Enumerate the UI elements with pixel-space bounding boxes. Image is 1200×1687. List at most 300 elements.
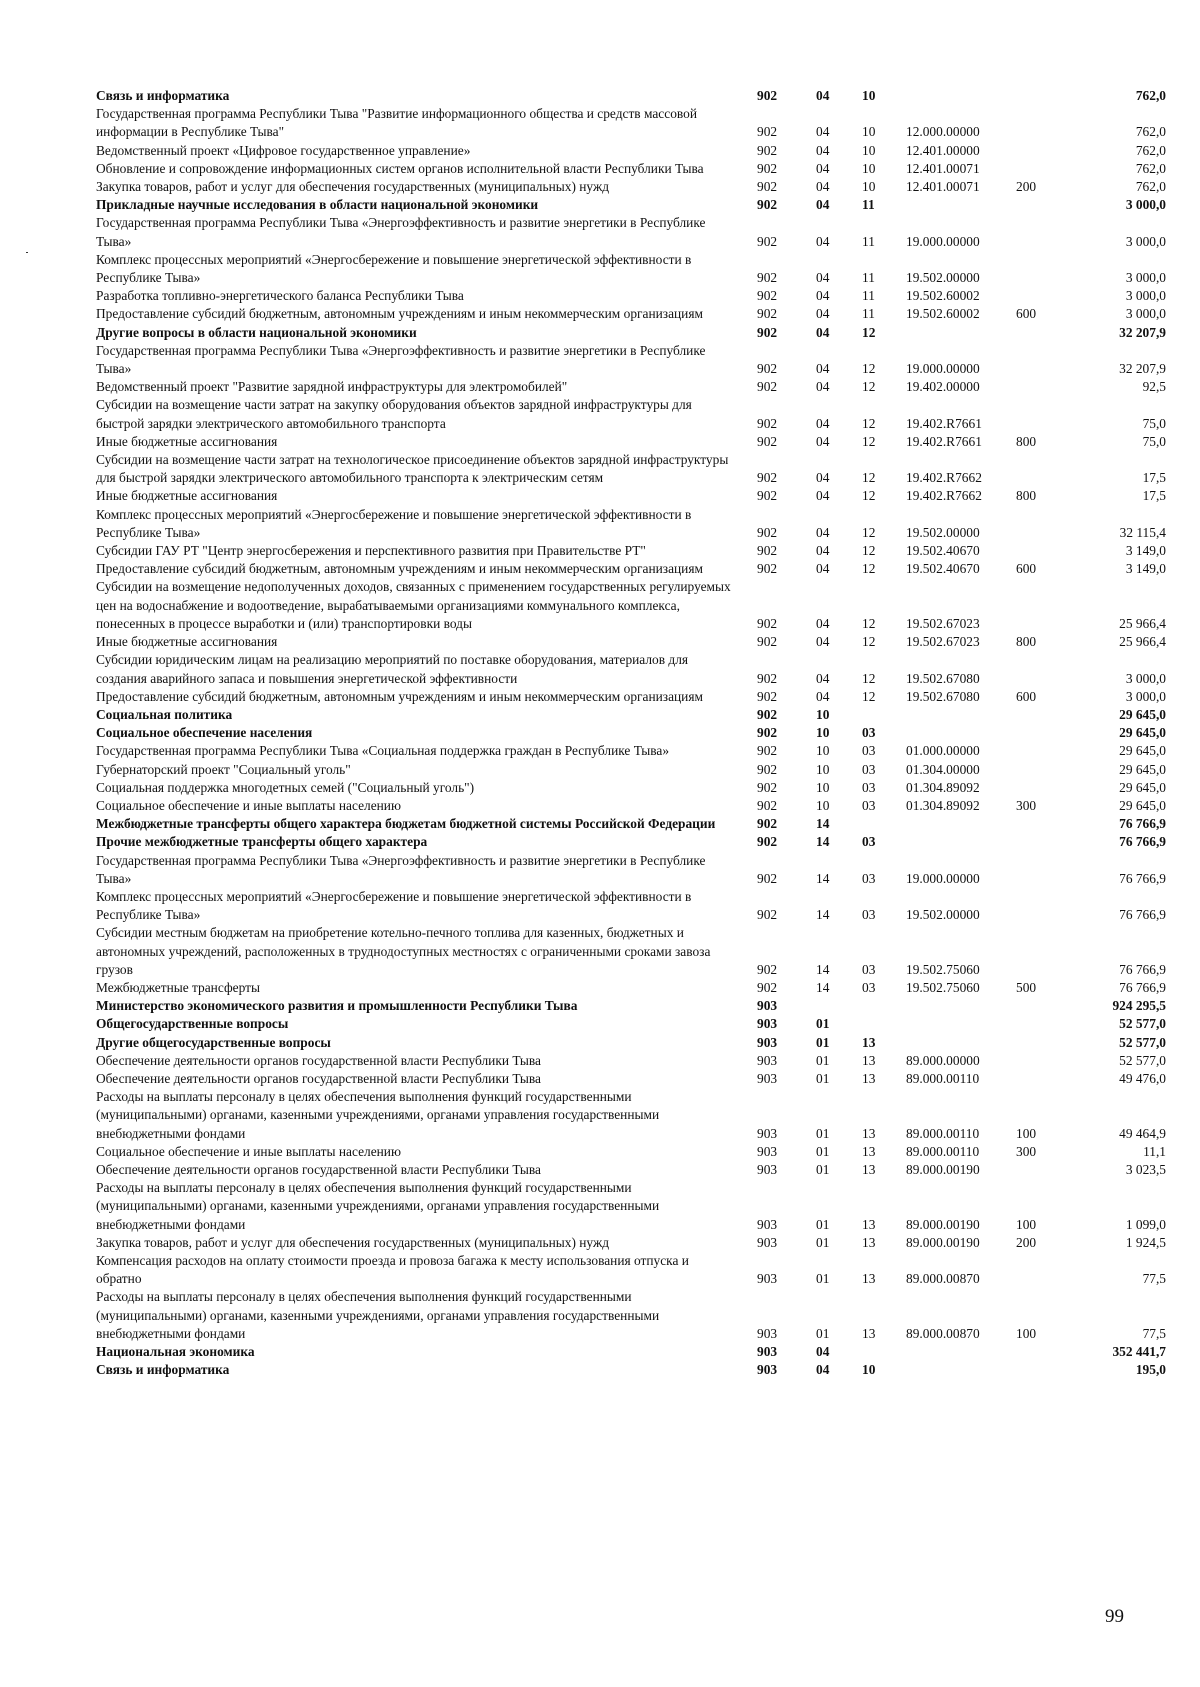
amount: 17,5 xyxy=(1142,488,1166,504)
target-article-code: 12.000.00000 xyxy=(906,124,980,140)
section-code: 14 xyxy=(816,907,830,923)
row-name: Государственная программа Республики Тыва «Энергоэффективность и развитие энергетики в Республике Тыва» xyxy=(96,852,706,886)
subsection-code: 12 xyxy=(862,524,876,540)
section-code: 04 xyxy=(816,233,830,249)
section-code: 04 xyxy=(816,361,830,377)
admin-code: 902 xyxy=(757,160,778,176)
section-code: 04 xyxy=(816,197,830,213)
row-name: Расходы на выплаты персоналу в целях обеспечения выполнения функций государственными (муниципальными) органами, казенными учреждениями, органами управления государственными внебюджетными фондами xyxy=(96,1180,660,1232)
section-code: 04 xyxy=(816,470,830,486)
row-name: Государственная программа Республики Тыва «Энергоэффективность и развитие энергетики в Республике Тыва» xyxy=(96,342,706,377)
amount: 29 645,0 xyxy=(1119,706,1166,722)
table-row xyxy=(96,888,1166,924)
target-article-code: 01.000.00000 xyxy=(906,743,980,759)
target-article-code: 19.502.67023 xyxy=(906,615,980,631)
section-code: 10 xyxy=(816,743,830,759)
row-name: Межбюджетные трансферты общего характера бюджетам бюджетной системы Российской Федерации xyxy=(96,816,716,832)
section-code: 04 xyxy=(816,1344,830,1360)
admin-code: 902 xyxy=(757,488,778,504)
amount: 29 645,0 xyxy=(1119,779,1166,795)
amount: 3 000,0 xyxy=(1125,197,1166,213)
admin-code: 903 xyxy=(757,1070,778,1086)
row-name: Иные бюджетные ассигнования xyxy=(96,433,278,449)
section-code: 14 xyxy=(816,961,830,977)
table-row xyxy=(96,396,1166,432)
section-code: 04 xyxy=(816,488,830,504)
target-article-code: 19.502.60002 xyxy=(906,306,980,322)
table-row xyxy=(96,779,1166,797)
amount: 352 441,7 xyxy=(1112,1344,1166,1360)
row-name: Связь и информатика xyxy=(96,88,230,103)
subsection-code: 13 xyxy=(862,1216,876,1232)
amount: 3 149,0 xyxy=(1125,543,1166,559)
table-row xyxy=(96,1343,1166,1361)
target-article-code: 89.000.00110 xyxy=(906,1070,980,1086)
section-code: 01 xyxy=(816,1070,830,1086)
table-row xyxy=(96,105,1166,141)
table-row xyxy=(96,178,1166,196)
section-code: 14 xyxy=(816,870,830,886)
table-row xyxy=(96,1088,1166,1143)
table-row xyxy=(96,506,1166,542)
row-name: Другие общегосударственные вопросы xyxy=(96,1034,331,1050)
admin-code: 902 xyxy=(757,361,778,377)
target-article-code: 01.304.89092 xyxy=(906,797,980,813)
subsection-code: 03 xyxy=(862,761,876,777)
expense-type-code: 500 xyxy=(1016,979,1037,995)
subsection-code: 12 xyxy=(862,324,876,340)
expense-type-code: 300 xyxy=(1016,1143,1037,1159)
admin-code: 903 xyxy=(757,1125,778,1141)
row-name: Социальная политика xyxy=(96,706,233,722)
admin-code: 902 xyxy=(757,288,778,304)
row-name: Предоставление субсидий бюджетным, автономным учреждениям и иным некоммерческим организациям xyxy=(96,561,703,577)
admin-code: 903 xyxy=(757,1234,778,1250)
table-row xyxy=(96,1288,1166,1343)
amount: 75,0 xyxy=(1142,415,1166,431)
amount: 29 645,0 xyxy=(1119,725,1166,741)
amount: 52 577,0 xyxy=(1119,1034,1166,1050)
amount: 1 099,0 xyxy=(1125,1216,1166,1232)
amount: 3 000,0 xyxy=(1125,270,1166,286)
subsection-code: 13 xyxy=(862,1034,876,1050)
admin-code: 902 xyxy=(757,433,778,449)
target-article-code: 12.401.00071 xyxy=(906,179,980,195)
subsection-code: 11 xyxy=(862,233,875,249)
subsection-code: 13 xyxy=(862,1325,876,1341)
amount: 17,5 xyxy=(1142,470,1166,486)
target-article-code: 89.000.00110 xyxy=(906,1125,980,1141)
section-code: 14 xyxy=(816,979,830,995)
row-name: Расходы на выплаты персоналу в целях обеспечения выполнения функций государственными (муниципальными) органами, казенными учреждениями, органами управления государственными внебюджетными фондами xyxy=(96,1089,660,1141)
subsection-code: 13 xyxy=(862,1271,876,1287)
section-code: 01 xyxy=(816,1234,830,1250)
row-name: Субсидии юридическим лицам на реализацию мероприятий по поставке оборудования, материалов для создания аварийного запаса и повышения энергетической эффективности xyxy=(96,652,689,686)
admin-code: 902 xyxy=(757,233,778,249)
target-article-code: 01.304.00000 xyxy=(906,761,980,777)
row-name: Государственная программа Республики Тыва «Энергоэффективность и развитие энергетики в Республике Тыва» xyxy=(96,215,706,249)
target-article-code: 19.000.00000 xyxy=(906,870,980,886)
amount: 77,5 xyxy=(1142,1325,1166,1341)
row-name: Социальная поддержка многодетных семей ("Социальный уголь") xyxy=(96,779,475,795)
row-name: Комплекс процессных мероприятий «Энергосбережение и повышение энергетической эффективности в Республике Тыва» xyxy=(96,888,692,923)
section-code: 01 xyxy=(816,1325,830,1341)
subsection-code: 12 xyxy=(862,470,876,486)
section-code: 10 xyxy=(816,779,830,795)
expense-type-code: 600 xyxy=(1016,561,1037,577)
table-row xyxy=(96,1015,1166,1033)
section-code: 04 xyxy=(816,324,830,340)
admin-code: 902 xyxy=(757,816,778,832)
section-code: 04 xyxy=(816,615,830,631)
amount: 3 000,0 xyxy=(1125,288,1166,304)
table-row xyxy=(96,1234,1166,1252)
target-article-code: 01.304.89092 xyxy=(906,779,980,795)
subsection-code: 03 xyxy=(862,797,876,813)
target-article-code: 19.502.40670 xyxy=(906,561,980,577)
admin-code: 903 xyxy=(757,1216,778,1232)
table-row xyxy=(96,451,1166,487)
admin-code: 902 xyxy=(757,615,778,631)
table-row xyxy=(96,997,1166,1015)
subsection-code: 13 xyxy=(862,1070,876,1086)
section-code: 01 xyxy=(816,1216,830,1232)
amount: 29 645,0 xyxy=(1119,761,1166,777)
expense-type-code: 800 xyxy=(1016,433,1037,449)
table-row xyxy=(96,833,1166,851)
subsection-code: 03 xyxy=(862,725,876,741)
section-code: 04 xyxy=(816,670,830,686)
section-code: 01 xyxy=(816,1125,830,1141)
amount: 32 207,9 xyxy=(1119,361,1166,377)
subsection-code: 13 xyxy=(862,1125,876,1141)
admin-code: 902 xyxy=(757,124,778,140)
table-row xyxy=(96,433,1166,451)
table-row xyxy=(96,797,1166,815)
subsection-code: 13 xyxy=(862,1143,876,1159)
amount: 762,0 xyxy=(1135,160,1166,176)
row-name: Обновление и сопровождение информационных систем органов исполнительной власти Республики Тыва xyxy=(96,160,704,176)
table-row xyxy=(96,542,1166,560)
target-article-code: 89.000.00190 xyxy=(906,1234,980,1250)
amount: 76 766,9 xyxy=(1119,907,1166,923)
row-name: Губернаторский проект "Социальный уголь" xyxy=(96,761,351,777)
table-row xyxy=(96,560,1166,578)
table-row xyxy=(96,324,1166,342)
subsection-code: 12 xyxy=(862,379,876,395)
admin-code: 902 xyxy=(757,88,778,103)
amount: 762,0 xyxy=(1135,88,1166,103)
expense-type-code: 100 xyxy=(1016,1125,1037,1141)
subsection-code: 03 xyxy=(862,907,876,923)
expense-type-code: 600 xyxy=(1016,688,1037,704)
subsection-code: 11 xyxy=(862,270,875,286)
section-code: 04 xyxy=(816,688,830,704)
target-article-code: 12.401.00000 xyxy=(906,142,980,158)
subsection-code: 11 xyxy=(862,197,875,213)
section-code: 10 xyxy=(816,797,830,813)
table-row xyxy=(96,160,1166,178)
section-code: 04 xyxy=(816,379,830,395)
table-row xyxy=(96,342,1166,378)
subsection-code: 03 xyxy=(862,779,876,795)
subsection-code: 10 xyxy=(862,88,876,103)
target-article-code: 89.000.00000 xyxy=(906,1052,980,1068)
target-article-code: 19.402.R7661 xyxy=(906,433,982,449)
target-article-code: 19.502.67080 xyxy=(906,670,980,686)
table-row xyxy=(96,1361,1166,1379)
section-code: 04 xyxy=(816,433,830,449)
target-article-code: 19.402.00000 xyxy=(906,379,980,395)
target-article-code: 89.000.00870 xyxy=(906,1325,980,1341)
amount: 52 577,0 xyxy=(1119,1052,1166,1068)
row-name: Расходы на выплаты персоналу в целях обеспечения выполнения функций государственными (муниципальными) органами, казенными учреждениями, органами управления государственными внебюджетными фондами xyxy=(96,1289,660,1341)
amount: 49 476,0 xyxy=(1119,1070,1166,1086)
table-row xyxy=(96,142,1166,160)
amount: 32 115,4 xyxy=(1119,524,1166,540)
target-article-code: 19.502.00000 xyxy=(906,524,980,540)
section-code: 14 xyxy=(816,816,830,832)
section-code: 10 xyxy=(816,725,830,741)
section-code: 04 xyxy=(816,561,830,577)
row-name: Прикладные научные исследования в области национальной экономики xyxy=(96,197,539,213)
section-code: 04 xyxy=(816,1362,830,1378)
table-row xyxy=(96,214,1166,250)
admin-code: 902 xyxy=(757,961,778,977)
row-name: Министерство экономического развития и промышленности Республики Тыва xyxy=(96,998,578,1014)
subsection-code: 12 xyxy=(862,688,876,704)
table-row xyxy=(96,1034,1166,1052)
admin-code: 903 xyxy=(757,1161,778,1177)
target-article-code: 19.402.R7662 xyxy=(906,470,982,486)
row-name: Закупка товаров, работ и услуг для обеспечения государственных (муниципальных) нужд xyxy=(96,1234,610,1250)
subsection-code: 03 xyxy=(862,743,876,759)
amount: 52 577,0 xyxy=(1119,1016,1166,1032)
table-row xyxy=(96,688,1166,706)
amount: 25 966,4 xyxy=(1119,615,1166,631)
table-row xyxy=(96,979,1166,997)
admin-code: 903 xyxy=(757,1325,778,1341)
subsection-code: 12 xyxy=(862,543,876,559)
scan-speck xyxy=(26,252,28,253)
table-row xyxy=(96,578,1166,633)
row-name: Ведомственный проект "Развитие зарядной инфраструктуры для электромобилей" xyxy=(96,379,568,395)
amount: 29 645,0 xyxy=(1119,743,1166,759)
admin-code: 902 xyxy=(757,179,778,195)
target-article-code: 89.000.00870 xyxy=(906,1271,980,1287)
section-code: 04 xyxy=(816,306,830,322)
row-name: Ведомственный проект «Цифровое государственное управление» xyxy=(96,142,471,158)
section-code: 04 xyxy=(816,124,830,140)
subsection-code: 12 xyxy=(862,415,876,431)
target-article-code: 19.502.00000 xyxy=(906,907,980,923)
table-row xyxy=(96,1252,1166,1288)
row-name: Предоставление субсидий бюджетным, автономным учреждениям и иным некоммерческим организациям xyxy=(96,306,703,322)
subsection-code: 12 xyxy=(862,561,876,577)
subsection-code: 13 xyxy=(862,1234,876,1250)
table-row xyxy=(96,287,1166,305)
table-row xyxy=(96,633,1166,651)
row-name: Государственная программа Республики Тыва «Социальная поддержка граждан в Республике Тыва» xyxy=(96,743,670,759)
section-code: 01 xyxy=(816,1052,830,1068)
section-code: 04 xyxy=(816,524,830,540)
row-name: Государственная программа Республики Тыва "Развитие информационного общества и средств массовой информации в Республике Тыва" xyxy=(96,106,697,140)
subsection-code: 12 xyxy=(862,488,876,504)
section-code: 01 xyxy=(816,1016,830,1032)
subsection-code: 11 xyxy=(862,288,875,304)
admin-code: 902 xyxy=(757,634,778,650)
admin-code: 902 xyxy=(757,561,778,577)
amount: 762,0 xyxy=(1135,142,1166,158)
section-code: 04 xyxy=(816,543,830,559)
row-name: Субсидии на возмещение части затрат на закупку оборудования объектов зарядной инфраструктуры для быстрой зарядки электрического автомобильного транспорта xyxy=(96,397,692,431)
subsection-code: 13 xyxy=(862,1052,876,1068)
amount: 3 149,0 xyxy=(1125,561,1166,577)
target-article-code: 12.401.00071 xyxy=(906,160,980,176)
target-article-code: 19.502.75060 xyxy=(906,979,980,995)
table-row xyxy=(96,1070,1166,1088)
row-name: Субсидии местным бюджетам на приобретение котельно-печного топлива для казенных, бюджетных и автономных учреждений, расположенных в труднодоступных местностях с ограниченными сроками завоза грузов xyxy=(96,925,711,977)
table-row xyxy=(96,761,1166,779)
target-article-code: 89.000.00190 xyxy=(906,1216,980,1232)
section-code: 10 xyxy=(816,706,830,722)
expense-type-code: 300 xyxy=(1016,797,1037,813)
row-name: Разработка топливно-энергетического баланса Республики Тыва xyxy=(96,288,464,304)
admin-code: 902 xyxy=(757,470,778,486)
subsection-code: 12 xyxy=(862,433,876,449)
target-article-code: 89.000.00110 xyxy=(906,1143,980,1159)
table-row xyxy=(96,924,1166,979)
subsection-code: 12 xyxy=(862,634,876,650)
admin-code: 902 xyxy=(757,142,778,158)
amount: 25 966,4 xyxy=(1119,634,1166,650)
row-name: Закупка товаров, работ и услуг для обеспечения государственных (муниципальных) нужд xyxy=(96,179,610,195)
section-code: 04 xyxy=(816,179,830,195)
subsection-code: 12 xyxy=(862,361,876,377)
expense-type-code: 800 xyxy=(1016,634,1037,650)
section-code: 01 xyxy=(816,1161,830,1177)
page-number: 99 xyxy=(1105,1606,1124,1627)
row-name: Компенсация расходов на оплату стоимости проезда и провоза багажа к месту использования отпуска и обратно xyxy=(96,1253,689,1287)
section-code: 04 xyxy=(816,160,830,176)
row-name: Межбюджетные трансферты xyxy=(96,979,260,995)
admin-code: 902 xyxy=(757,543,778,559)
subsection-code: 10 xyxy=(862,1362,876,1378)
admin-code: 902 xyxy=(757,670,778,686)
row-name: Комплекс процессных мероприятий «Энергосбережение и повышение энергетической эффективности в Республике Тыва» xyxy=(96,506,692,540)
admin-code: 902 xyxy=(757,706,778,722)
amount: 76 766,9 xyxy=(1119,979,1166,995)
subsection-code: 10 xyxy=(862,160,876,176)
amount: 77,5 xyxy=(1142,1271,1166,1287)
subsection-code: 10 xyxy=(862,142,876,158)
section-code: 04 xyxy=(816,88,830,103)
amount: 76 766,9 xyxy=(1119,816,1166,832)
amount: 762,0 xyxy=(1135,124,1166,140)
amount: 3 000,0 xyxy=(1125,670,1166,686)
admin-code: 902 xyxy=(757,270,778,286)
amount: 11,1 xyxy=(1143,1143,1166,1159)
admin-code: 903 xyxy=(757,1143,778,1159)
admin-code: 902 xyxy=(757,979,778,995)
subsection-code: 03 xyxy=(862,834,876,850)
target-article-code: 19.402.R7661 xyxy=(906,415,982,431)
target-article-code: 19.000.00000 xyxy=(906,361,980,377)
subsection-code: 03 xyxy=(862,961,876,977)
table-row xyxy=(96,852,1166,888)
amount: 1 924,5 xyxy=(1125,1234,1166,1250)
row-name: Национальная экономика xyxy=(96,1344,255,1360)
admin-code: 902 xyxy=(757,834,778,850)
admin-code: 902 xyxy=(757,197,778,213)
table-row xyxy=(96,378,1166,396)
section-code: 04 xyxy=(816,270,830,286)
row-name: Другие вопросы в области национальной экономики xyxy=(96,324,417,340)
row-name: Обеспечение деятельности органов государственной власти Республики Тыва xyxy=(96,1052,541,1068)
amount: 32 207,9 xyxy=(1119,324,1166,340)
row-name: Комплекс процессных мероприятий «Энергосбережение и повышение энергетической эффективности в Республике Тыва» xyxy=(96,251,692,286)
expense-type-code: 800 xyxy=(1016,488,1037,504)
table-row xyxy=(96,305,1166,323)
table-row xyxy=(96,1143,1166,1161)
amount: 3 023,5 xyxy=(1125,1161,1166,1177)
expense-type-code: 200 xyxy=(1016,179,1037,195)
table-row xyxy=(96,251,1166,287)
section-code: 04 xyxy=(816,288,830,304)
row-name: Связь и информатика xyxy=(96,1362,230,1378)
target-article-code: 19.402.R7662 xyxy=(906,488,982,504)
table-row xyxy=(96,487,1166,505)
amount: 49 464,9 xyxy=(1119,1125,1166,1141)
amount: 924 295,5 xyxy=(1112,998,1166,1014)
subsection-code: 10 xyxy=(862,124,876,140)
expense-type-code: 200 xyxy=(1016,1234,1037,1250)
section-code: 04 xyxy=(816,415,830,431)
subsection-code: 11 xyxy=(862,306,875,322)
admin-code: 902 xyxy=(757,779,778,795)
subsection-code: 03 xyxy=(862,979,876,995)
table-row xyxy=(96,1179,1166,1234)
row-name: Субсидии ГАУ РТ "Центр энергосбережения и перспективного развития при Правительстве РТ" xyxy=(96,543,646,559)
row-name: Предоставление субсидий бюджетным, автономным учреждениям и иным некоммерческим организациям xyxy=(96,688,703,704)
subsection-code: 12 xyxy=(862,615,876,631)
target-article-code: 19.502.40670 xyxy=(906,543,980,559)
admin-code: 902 xyxy=(757,379,778,395)
section-code: 04 xyxy=(816,634,830,650)
admin-code: 902 xyxy=(757,797,778,813)
admin-code: 903 xyxy=(757,1362,778,1378)
amount: 76 766,9 xyxy=(1119,870,1166,886)
amount: 76 766,9 xyxy=(1119,834,1166,850)
table-row xyxy=(96,742,1166,760)
admin-code: 903 xyxy=(757,1271,778,1287)
section-code: 01 xyxy=(816,1034,830,1050)
amount: 76 766,9 xyxy=(1119,961,1166,977)
admin-code: 902 xyxy=(757,743,778,759)
table-row xyxy=(96,706,1166,724)
admin-code: 903 xyxy=(757,1034,778,1050)
admin-code: 902 xyxy=(757,870,778,886)
row-name: Общегосударственные вопросы xyxy=(96,1016,289,1032)
amount: 75,0 xyxy=(1142,433,1166,449)
expense-type-code: 100 xyxy=(1016,1216,1037,1232)
target-article-code: 19.502.60002 xyxy=(906,288,980,304)
table-row xyxy=(96,724,1166,742)
target-article-code: 89.000.00190 xyxy=(906,1161,980,1177)
target-article-code: 19.502.67023 xyxy=(906,634,980,650)
amount: 195,0 xyxy=(1135,1362,1166,1378)
row-name: Субсидии на возмещение части затрат на технологическое присоединение объектов зарядной инфраструктуры для быстрой зарядки электрического автомобильного транспорта к электрическим сетям xyxy=(96,452,729,486)
